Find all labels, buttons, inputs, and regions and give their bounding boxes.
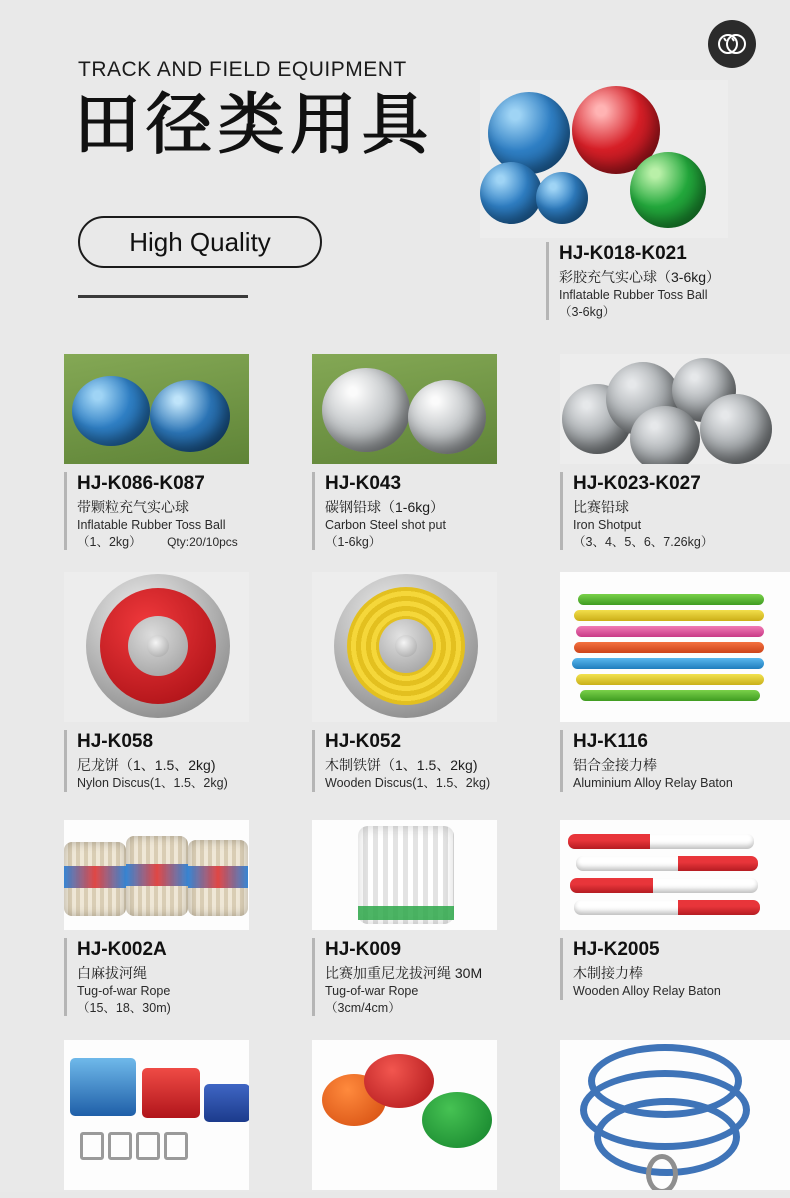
product-code: HJ-K2005 [573,939,660,960]
product-image [64,354,249,464]
product-image [64,1040,249,1190]
product-caption [312,938,542,1016]
page-title: 田径类用具 [74,86,434,163]
product-code: HJ-K023-K027 [573,473,701,494]
product-caption [64,730,294,792]
product-image [312,572,497,722]
product-spec-en [77,534,294,551]
product-row [0,572,790,792]
product-spec-en: （1-6kg） [325,534,382,549]
page-eyebrow: TRACK AND FIELD EQUIPMENT [78,58,407,81]
product-image [64,572,249,722]
product-name-en: Inflatable Rubber Toss Ball [559,287,708,302]
product-row [0,354,790,550]
product-image [560,1040,790,1190]
product-cell [312,820,542,1016]
product-spec-en: （3-6kg） [559,304,616,319]
product-caption-hero [546,242,779,320]
product-image [560,572,790,722]
product-name-en: Wooden Alloy Relay Baton [573,983,721,998]
product-code: HJ-K086-K087 [77,473,205,494]
brand-logo-icon [708,20,756,68]
product-spec-en: （3、4、5、6、7.26kg） [573,534,714,549]
product-cell [64,1040,294,1198]
product-row-bottom [0,1040,790,1198]
product-name-cn: 白麻拔河绳 [77,964,147,981]
quality-badge-label: High Quality [129,226,271,257]
product-caption [560,472,790,550]
product-name-cn: 木制铁饼（1、1.5、2kg) [325,756,478,773]
title-divider [78,295,248,298]
product-code: HJ-K058 [77,731,154,752]
quality-badge [78,216,322,268]
product-cell [560,572,790,792]
product-image [560,354,790,464]
product-qty: Qty:20/10pcs [167,534,238,549]
product-cell [312,354,542,550]
product-code: HJ-K009 [325,939,402,960]
product-cell [560,820,790,1016]
product-image-hero [480,80,728,238]
product-name-en: Iron Shotput [573,517,642,532]
product-cell [560,354,790,550]
product-caption [312,472,542,550]
product-image [312,354,497,464]
product-image [64,820,249,930]
product-name-en: Carbon Steel shot put [325,517,446,532]
product-code: HJ-K018-K021 [559,243,687,264]
product-cell [560,1040,790,1198]
product-caption [560,938,790,1000]
product-name-cn: 带颗粒充气实心球 [77,498,189,515]
product-caption [64,938,294,1016]
product-spec-en: （3cm/4cm） [325,1000,401,1015]
product-name-en: Inflatable Rubber Toss Ball [77,517,226,532]
product-row [0,820,790,1016]
product-code: HJ-K052 [325,731,402,752]
product-name-en: Aluminium Alloy Relay Baton [573,775,733,790]
product-name-en: Tug-of-war Rope [77,983,171,998]
product-name-en: Nylon Discus(1、1.5、2kg) [77,775,228,790]
product-name-cn: 比赛加重尼龙拔河绳 30M [325,964,483,981]
product-name-cn: 铝合金接力棒 [573,756,657,773]
product-code: HJ-K043 [325,473,402,494]
product-name-cn: 比赛铅球 [573,498,629,515]
product-name-cn: 彩胶充气实心球（3-6kg） [559,268,721,285]
product-caption [64,472,294,550]
product-cell [64,354,294,550]
product-image [560,820,790,930]
product-name-en: Wooden Discus(1、1.5、2kg) [325,775,491,790]
product-code: HJ-K116 [573,731,648,752]
product-image [312,1040,497,1190]
product-cell [64,820,294,1016]
product-spec-size: （1、2kg） [77,534,142,549]
product-caption [560,730,790,792]
product-name-cn: 碳钢铅球（1-6kg） [325,498,445,515]
product-code: HJ-K002A [77,939,167,960]
product-cell [64,572,294,792]
product-cell [312,572,542,792]
product-name-cn: 尼龙饼（1、1.5、2kg) [77,756,216,773]
product-name-en: Tug-of-war Rope [325,983,419,998]
product-image [312,820,497,930]
product-cell [312,1040,542,1198]
product-name-cn: 木制接力棒 [573,964,643,981]
product-caption [312,730,542,792]
product-spec-en: （15、18、30m) [77,1000,171,1015]
